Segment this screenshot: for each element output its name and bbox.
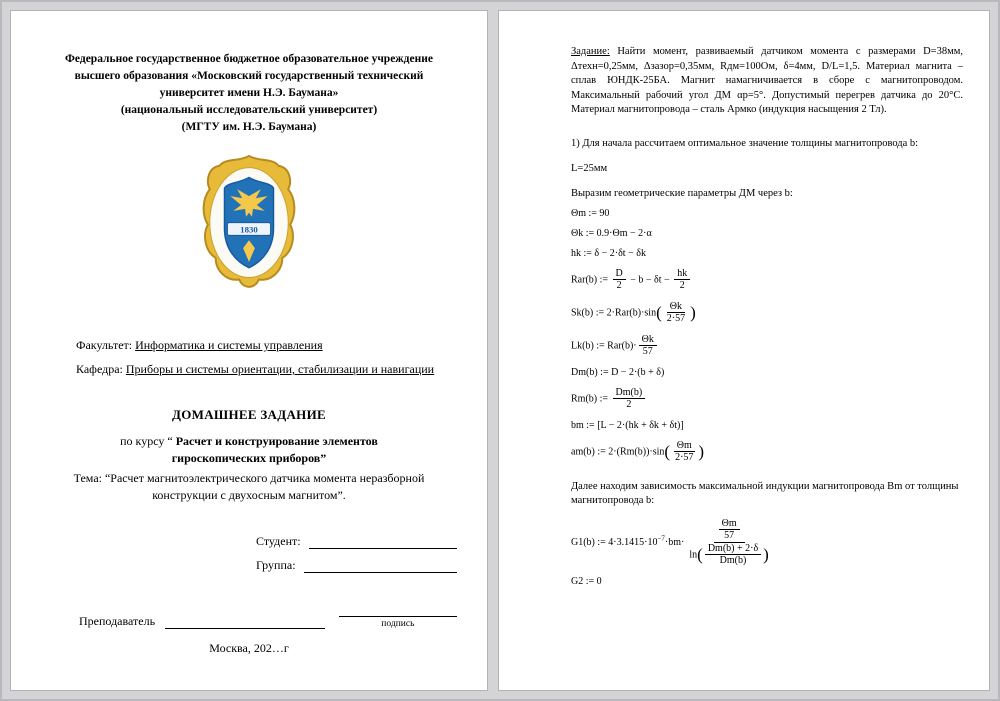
- student-blank-line: [309, 533, 457, 549]
- formula-line: G2 := 0: [571, 575, 602, 587]
- length-value-line: L=25мм: [571, 162, 608, 174]
- group-label: Группа:: [256, 558, 296, 572]
- student-row: [256, 528, 457, 549]
- formula-line: Dm(b) := D − 2·(b + δ): [571, 366, 665, 378]
- university-emblem: [41, 152, 457, 309]
- task-paragraph: [571, 45, 963, 118]
- formula-line: Θk := 0.9·Θm − 2·α: [571, 227, 652, 239]
- emblem-year: 1830: [240, 224, 258, 235]
- assignment-title: ДОМАШНЕЕ ЗАДАНИЕ: [172, 407, 326, 422]
- formula-line: am(b) := 2·(Rm(b))·sin( $\frac{\Theta m}{2\cdot 57}$ ): [571, 439, 705, 463]
- signature-blank-line: [339, 601, 457, 617]
- teacher-row: [79, 601, 457, 629]
- course-line: [41, 433, 457, 467]
- header-line: высшего образования «Московский государственный технический: [74, 70, 424, 82]
- geometry-intro-line: Выразим геометрические параметры ДМ через b:: [571, 187, 793, 199]
- student-label: Студент:: [256, 534, 301, 548]
- task-label: Задание:: [571, 46, 610, 57]
- induction-intro-paragraph: Далее находим зависимость максимальной индукции магнитопровода Bm от толщины магнитопровода b:: [571, 480, 959, 506]
- signature-caption: подпись: [381, 619, 415, 629]
- department-value: Приборы и системы ориентации, стабилизации и навигации: [125, 362, 435, 376]
- student-block: [41, 528, 457, 573]
- document-page-2[interactable]: [498, 10, 990, 691]
- faculty-department-block: [41, 333, 457, 381]
- formula-list-geometry: [571, 208, 963, 464]
- formula-line: G1(b) := $4\cdot 3.1415\cdot 10^{-7}\cdot bm\cdot$ $\frac{\Theta m}{57}$ ln( $\frac{Dm(b) + 2\cdot\delta}{Dm(b)}$ ): [571, 517, 769, 566]
- signature-column: [339, 601, 457, 629]
- faculty-line: [76, 333, 457, 357]
- formula-line: Rm(b) := $\frac{Dm(b)}{2}$: [571, 387, 963, 411]
- formula-list-induction: [571, 518, 963, 587]
- course-prefix: по курсу “: [120, 434, 176, 448]
- header-line: (национальный исследовательский университет): [120, 104, 378, 116]
- course-suffix: ”: [320, 451, 327, 465]
- task-text: Найти момент, развиваемый датчиком момента с размерами D=38мм, Δтехн=0,25мм, Δзазор=0,35мм, Rдм=100Ом, δ=4мм, D/L=1,5. Материал магнита – сплав ЮНДК-25БА. Магнит намагничивается в сборе с магнитопроводом. Максимальный рабочий угол ДМ αр=5°. Допустимый перегрев датчика до 20°С. Материал магнитопровода – сталь Армко (индукция насыщения 2 Тл).: [571, 46, 963, 115]
- coat-of-arms-icon: [190, 152, 308, 304]
- department-line: [76, 357, 457, 381]
- formula-line: Θm := 90: [571, 207, 610, 219]
- formula-line: Sk(b) := 2·Rar(b)·sin( $\frac{\Theta k}{2\cdot 57}$ ): [571, 300, 696, 324]
- document-page-1[interactable]: [10, 10, 488, 691]
- formula-line: Lk(b) := Rar(b)· $\frac{\Theta k}{57}$: [571, 334, 963, 358]
- teacher-label: Преподаватель: [79, 614, 156, 628]
- group-row: [256, 552, 457, 573]
- university-header: [41, 51, 457, 136]
- theme-line: Тема: “Расчет магнитоэлектрического датчика момента неразборной конструкции с двухосным магнитом”.: [73, 471, 425, 502]
- faculty-value: Информатика и системы управления: [135, 338, 323, 352]
- course-name: Расчет и конструирование элементов гироскопических приборов: [171, 434, 378, 465]
- formula-line: hk := δ − 2·δt − δk: [571, 247, 646, 259]
- city-year-footer: Москва, 202…г: [209, 641, 289, 655]
- group-blank-line: [304, 557, 457, 573]
- formula-line: bm := [L − 2·(hk + δk + δt)]: [571, 419, 684, 431]
- formula-line: Rar(b) := $\frac{D}{2}$ − b − δt − $\frac{hk}{2}$: [571, 268, 963, 292]
- department-label: Кафедра:: [76, 362, 126, 376]
- step1-line: 1) Для начала рассчитаем оптимальное значение толщины магнитопровода b:: [571, 137, 919, 149]
- faculty-label: Факультет:: [76, 338, 136, 352]
- teacher-blank-line: [165, 613, 325, 629]
- header-line: университет имени Н.Э. Баумана»: [159, 87, 339, 99]
- header-line: (МГТУ им. Н.Э. Баумана): [181, 121, 317, 133]
- header-line: Федеральное государственное бюджетное образовательное учреждение: [65, 53, 433, 65]
